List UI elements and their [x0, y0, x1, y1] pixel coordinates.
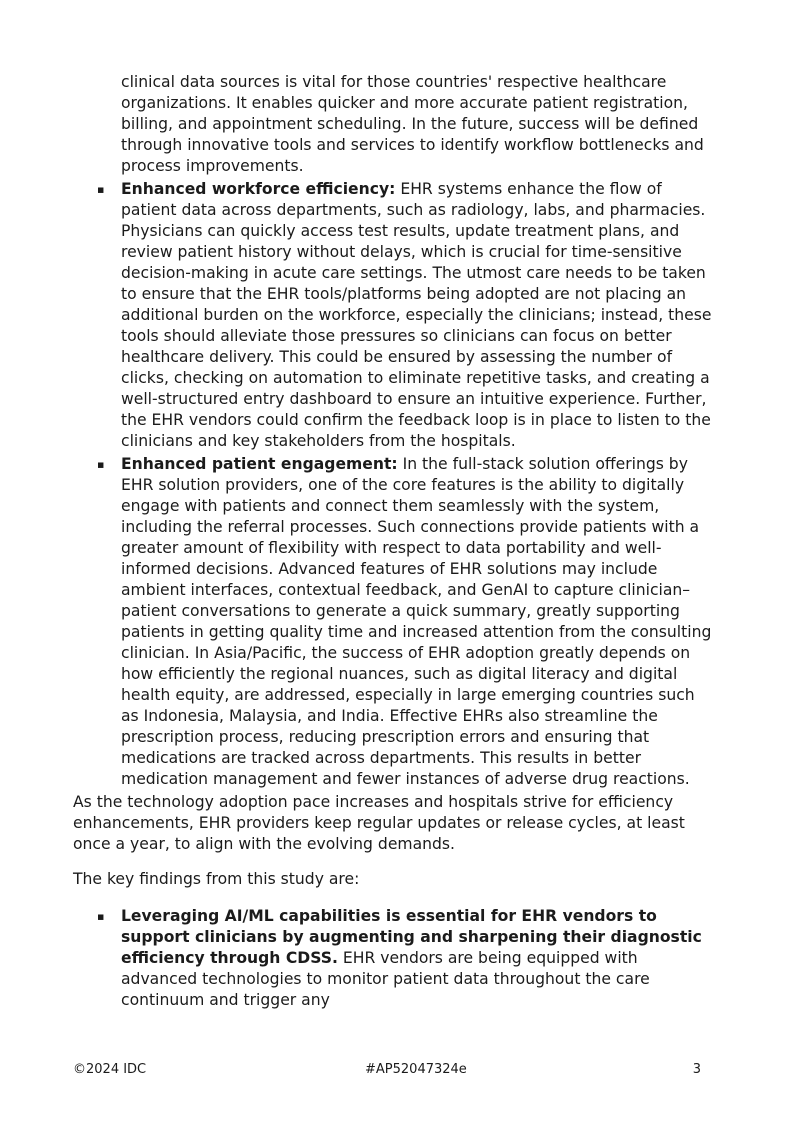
bullet-item-workforce-efficiency: [73, 179, 713, 452]
finding-item-ai-ml: [73, 906, 713, 1011]
square-bullet-icon: ▪: [97, 458, 105, 471]
bullet-heading: Enhanced patient engagement:: [121, 455, 398, 473]
bullet-text: [121, 179, 713, 452]
bullet-heading: Enhanced workforce efficiency:: [121, 180, 396, 198]
finding-heading: Leveraging AI/ML capabilities is essential for EHR vendors to support clinicians by augmenting and sharpening their diagnostic efficiency through CDSS.: [121, 907, 702, 967]
bullet-body: EHR systems enhance the flow of patient data across departments, such as radiology, labs, and pharmacies. Physicians can quickly access test results, update treatment plans, and review patient history without delays, which is crucial for time-sensitive decision-making in acute care settings. The utmost care needs to be taken to ensure that the EHR tools/platforms being adopted are not placing an additional burden on the workforce, especially the clinicians; instead, these tools should alleviate those pressures so clinicians can focus on better healthcare delivery. This could be ensured by assessing the number of clicks, checking on automation to eliminate repetitive tasks, and creating a well-structured entry dashboard to ensure an intuitive experience. Further, the EHR vendors could confirm the feedback loop is in place to listen to the clinicians and key stakeholders from the hospitals.: [121, 180, 712, 450]
bullet-item-patient-engagement: [73, 454, 713, 790]
footer-copyright: ©2024 IDC: [73, 1062, 147, 1077]
continued-bullet-text: [73, 72, 713, 177]
square-bullet-icon: ▪: [97, 910, 105, 923]
footer-document-id: #AP52047324e: [365, 1062, 467, 1077]
footer-page-number: 3: [692, 1062, 701, 1077]
square-bullet-icon: ▪: [97, 183, 105, 196]
bullet-body: In the full-stack solution offerings by EHR solution providers, one of the core features is the ability to digitally engage with patients and connect them seamlessly with the system, including the referral processes. Such connections provide patients with a greater amount of flexibility with respect to data portability and well-informed decisions. Advanced features of EHR solutions may include ambient interfaces, contextual feedback, and GenAI to capture clinician–patient conversations to generate a quick summary, greatly supporting patients in getting quality time and increased attention from the consulting clinician. In Asia/Pacific, the success of EHR adoption greatly depends on how efficiently the regional nuances, such as digital literacy and digital health equity, are addressed, especially in large emerging countries such as Indonesia, Malaysia, and India. Effective EHRs also streamline the prescription process, reducing prescription errors and ensuring that medications are tracked across departments. This results in better medication management and fewer instances of adverse drug reactions.: [121, 455, 712, 788]
body-paragraph-key-findings: The key findings from this study are:: [73, 870, 360, 888]
page-body: [73, 72, 713, 1011]
page-footer: [73, 1060, 701, 1080]
bullet-text: [121, 454, 713, 790]
finding-text: [121, 906, 713, 1011]
finding-body: EHR vendors are being equipped with advanced technologies to monitor patient data throughout the care continuum and trigger any: [121, 949, 650, 1009]
body-paragraph-release-cycles: As the technology adoption pace increases and hospitals strive for efficiency enhancements, EHR providers keep regular updates or release cycles, at least once a year, to align with the evolving demands.: [73, 793, 685, 853]
continued-text: clinical data sources is vital for those countries' respective healthcare organizations. It enables quicker and more accurate patient registration, billing, and appointment scheduling. In the future, success will be defined through innovative tools and services to identify workflow bottlenecks and process improvements.: [121, 73, 704, 175]
